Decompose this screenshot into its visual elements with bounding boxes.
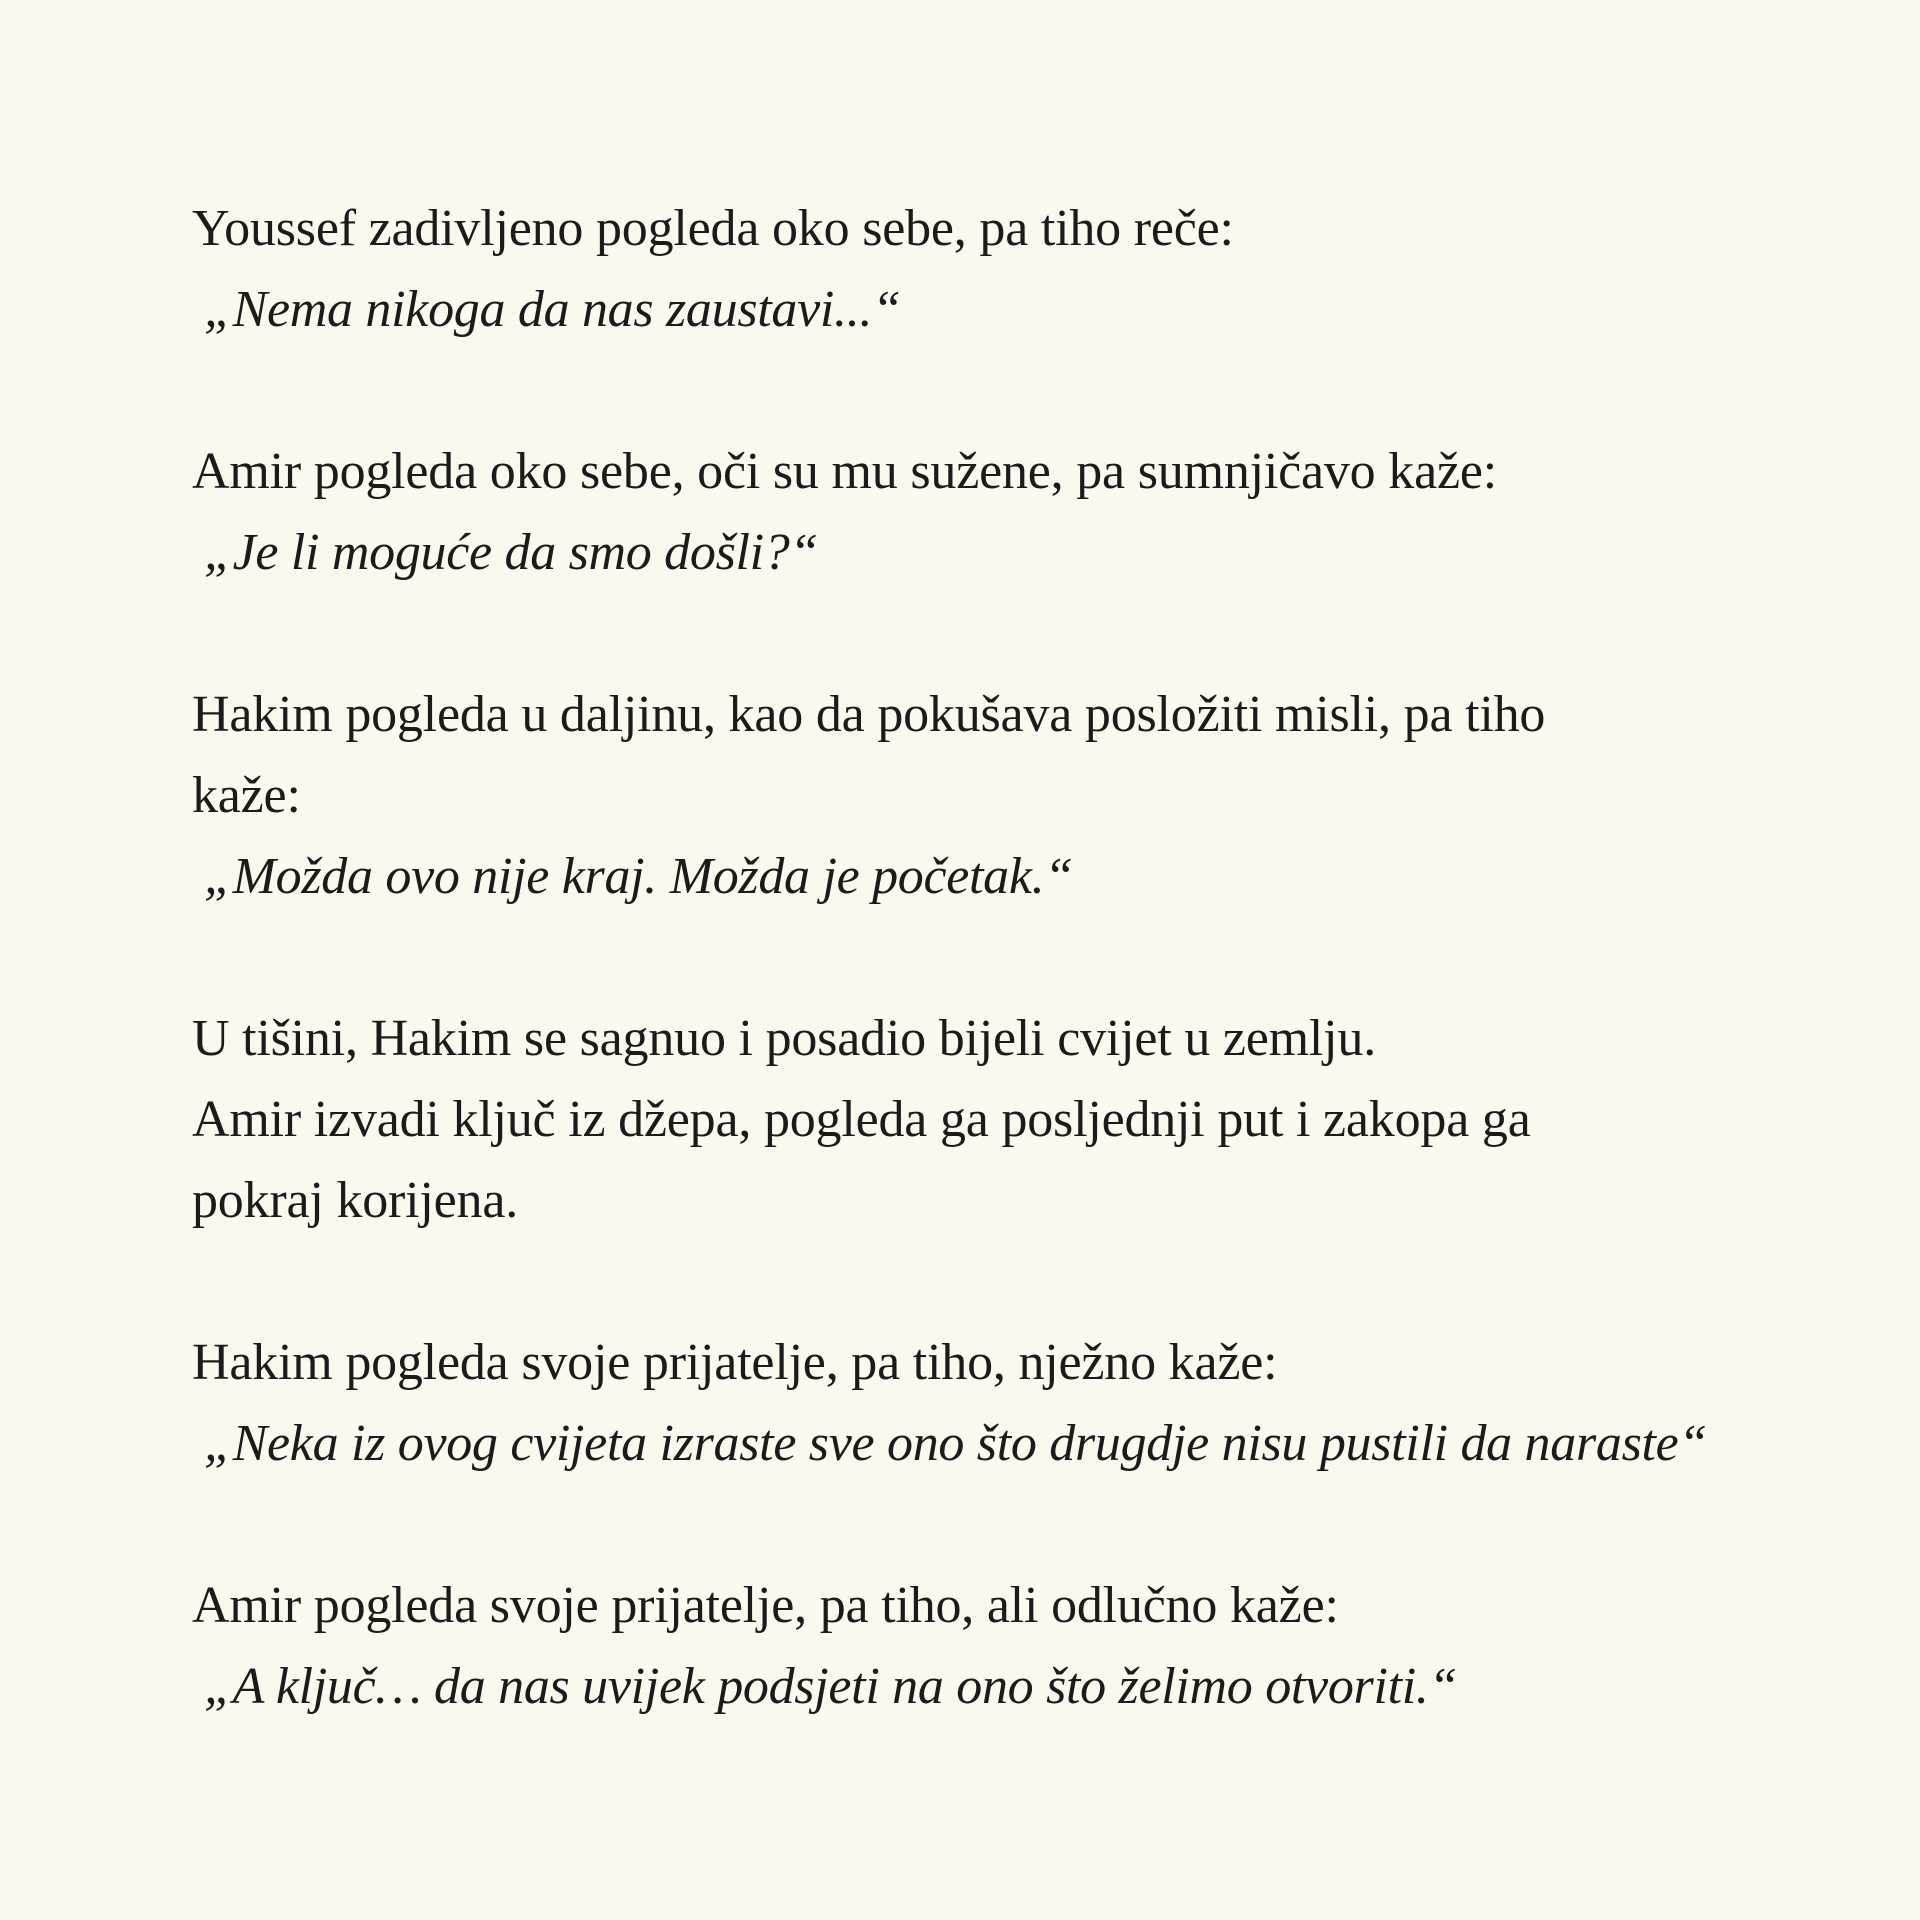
dialogue-quote: „Neka iz ovog cvijeta izraste sve ono što drugdje nisu pustili da naraste“ — [204, 1415, 1708, 1472]
narration-line: Hakim pogleda svoje prijatelje, pa tiho, nježno kaže: — [192, 1334, 1278, 1391]
narration-line: Amir pogleda svoje prijatelje, pa tiho, ali odlučno kaže: — [192, 1577, 1339, 1634]
paragraph-hakim-2 — [192, 1322, 1752, 1484]
story-page — [192, 188, 1752, 1727]
paragraph-amir-2 — [192, 1565, 1752, 1727]
dialogue-quote: „Možda ovo nije kraj. Možda je početak.“ — [204, 848, 1073, 905]
paragraph-youssef — [192, 188, 1752, 350]
narration-line: Amir izvadi ključ iz džepa, pogleda ga posljednji put i zakopa ga — [192, 1091, 1531, 1148]
narration-line: pokraj korijena. — [192, 1172, 519, 1229]
narration-line: Amir pogleda oko sebe, oči su mu sužene, pa sumnjičavo kaže: — [192, 443, 1497, 500]
narration-line: Hakim pogleda u daljinu, kao da pokušava posložiti misli, pa tiho — [192, 686, 1546, 743]
narration-line: kaže: — [192, 767, 301, 824]
paragraph-hakim-1 — [192, 674, 1752, 917]
paragraph-amir-1 — [192, 431, 1752, 593]
dialogue-quote: „Je li moguće da smo došli?“ — [204, 524, 819, 581]
paragraph-planting — [192, 998, 1752, 1241]
narration-line: Youssef zadivljeno pogleda oko sebe, pa tiho reče: — [192, 200, 1234, 257]
dialogue-quote: „A ključ… da nas uvijek podsjeti na ono što želimo otvoriti.“ — [204, 1658, 1458, 1715]
dialogue-quote: „Nema nikoga da nas zaustavi...“ — [204, 281, 901, 338]
narration-line: U tišini, Hakim se sagnuo i posadio bijeli cvijet u zemlju. — [192, 1010, 1377, 1067]
